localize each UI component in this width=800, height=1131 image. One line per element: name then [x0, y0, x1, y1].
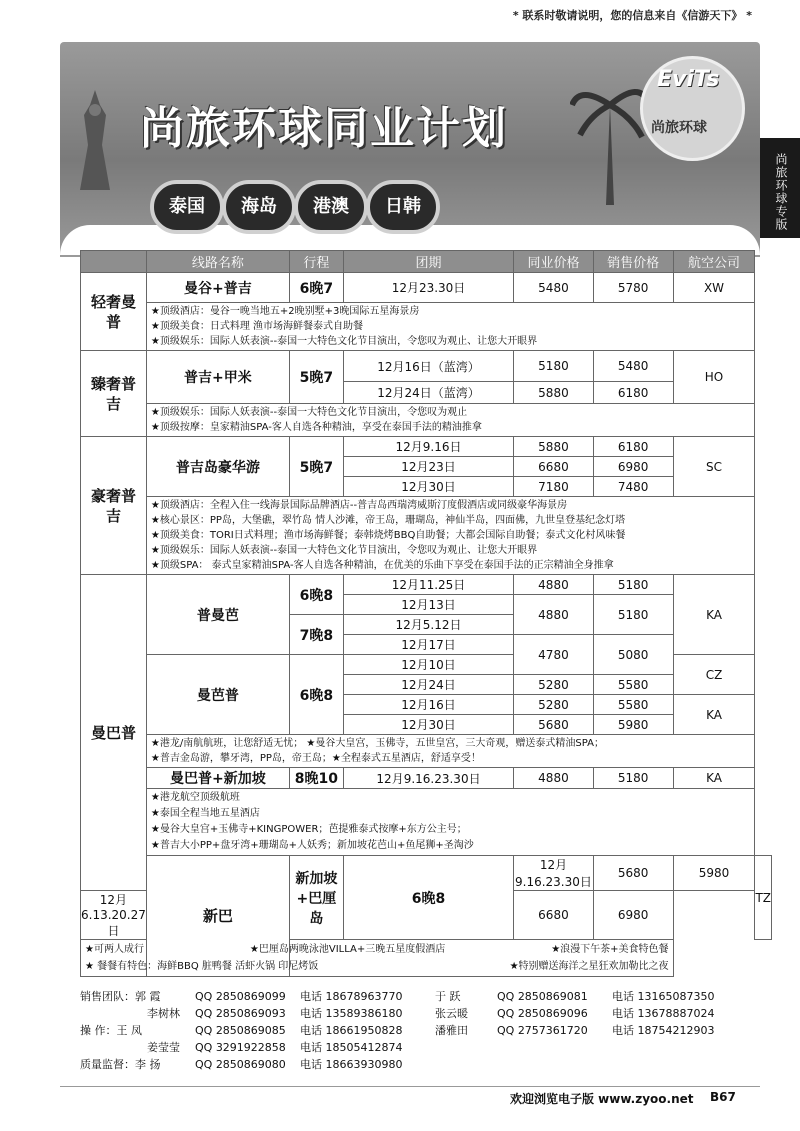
- table-row: [81, 940, 772, 977]
- page-number: B67: [710, 1090, 736, 1104]
- route-name: 普曼芭: [146, 575, 289, 655]
- route-name: 曼谷+普吉: [146, 273, 289, 303]
- departure-date: 12月9.16.23.30日: [514, 856, 593, 891]
- contact-footer: [80, 988, 770, 1073]
- retail-price: 5180: [593, 595, 673, 635]
- retail-price: 6980: [593, 457, 673, 477]
- table-row: [81, 575, 772, 595]
- departure-date: 12月30日: [343, 715, 513, 735]
- category-label: 曼巴普: [81, 575, 147, 891]
- table-row: [81, 789, 772, 856]
- trade-price: 6680: [514, 891, 593, 940]
- airline-code: TZ: [755, 856, 772, 940]
- note-line: ★顶级娱乐：国际人妖表演--泰国一大特色文化节目演出，令您叹为观止: [150, 407, 468, 418]
- note-line: ★顶级按摩：皇家精油SPA-客人自选各种精油，享受在泰国手法的精油推拿: [150, 422, 482, 433]
- category-thailand: 泰国: [150, 180, 224, 234]
- trade-price: 4880: [514, 768, 593, 789]
- retail-price: 5480: [593, 351, 673, 382]
- retail-price: 6180: [593, 437, 673, 457]
- note-line: ★顶级酒店：全程入住一线海景国际品牌酒店--普吉岛西瑞湾威斯汀度假酒店或同级豪华海景房: [150, 500, 568, 511]
- duration: 6晚8: [289, 655, 343, 735]
- retail-price: 5580: [593, 675, 673, 695]
- category-island: 海岛: [222, 180, 296, 234]
- route-name: 普吉岛豪华游: [146, 437, 289, 497]
- airline-code: KA: [673, 575, 755, 655]
- table-row: [81, 437, 772, 457]
- duration: 5晚7: [289, 437, 343, 497]
- contact-row: 操 作：王 凤 QQ 2850869085 电话 18661950828 潘雅田 QQ 2757361720 电话 18754212903: [80, 1024, 715, 1037]
- table-row: [81, 735, 772, 768]
- trade-price: 5880: [514, 382, 593, 404]
- departure-date: 12月30日: [343, 477, 513, 497]
- logo-text: EviTs: [657, 67, 720, 92]
- duration: 6晚7: [289, 273, 343, 303]
- departure-date: 12月9.16日: [343, 437, 513, 457]
- airline-code: KA: [673, 768, 755, 789]
- duration: 6晚8: [343, 856, 513, 940]
- route-name: 新加坡+巴厘岛: [289, 856, 343, 940]
- trade-price: 5480: [514, 273, 593, 303]
- duration: 8晚10: [289, 768, 343, 789]
- note-line: ★顶级娱乐：国际人妖表演--泰国一大特色文化节目演出，令您叹为观止、让您大开眼界: [150, 545, 538, 556]
- route-notes: [146, 404, 755, 437]
- retail-price: 6180: [593, 382, 673, 404]
- departure-date: 12月10日: [343, 655, 513, 675]
- route-name: 普吉+甲米: [146, 351, 289, 404]
- table-header: [81, 251, 772, 273]
- category-label: 新巴: [146, 856, 289, 977]
- airline-code: XW: [673, 273, 755, 303]
- category-hkmacau: 港澳: [294, 180, 368, 234]
- duration: 7晚8: [289, 615, 343, 655]
- trade-price: 5880: [514, 437, 593, 457]
- col-airline: 航空公司: [673, 251, 755, 273]
- retail-price: 5180: [593, 768, 673, 789]
- departure-date: 12月16日（蓝湾）: [343, 351, 513, 382]
- table-row: [81, 273, 772, 303]
- category-japankorea: 日韩: [366, 180, 440, 234]
- side-tab: 尚旅环球专版: [760, 138, 800, 238]
- contact-row: 姜莹莹 QQ 3291922858 电话 18505412874: [147, 1041, 403, 1054]
- note-line: ★顶级SPA： 泰式皇家精油SPA-客人自选各种精油，在优美的乐曲下享受在泰国手法的正宗精油全身推拿: [150, 560, 614, 571]
- retail-price: 7480: [593, 477, 673, 497]
- palm-tree-icon: [570, 75, 650, 205]
- itinerary-table: [80, 250, 772, 977]
- table-row: [81, 768, 772, 789]
- thai-statue-icon: [68, 85, 123, 195]
- route-notes: [146, 735, 755, 768]
- page-title: 尚旅环球同业计划: [140, 103, 508, 154]
- note-line: ★港龙航空顶级航班: [150, 792, 240, 803]
- airline-code: KA: [673, 695, 755, 735]
- trade-price: 4880: [514, 595, 593, 635]
- note-line: ★港龙/南航航班，让您舒适无忧； ★曼谷大皇宫，玉佛寺，五世皇宫，三大奇观，赠送泰式精油SPA；: [150, 738, 604, 749]
- duration: 6晚8: [289, 575, 343, 615]
- retail-price: 5780: [593, 273, 673, 303]
- trade-price: 5180: [514, 351, 593, 382]
- route-notes: [146, 303, 755, 351]
- route-name: 曼巴普+新加坡: [146, 768, 289, 789]
- table-row: [81, 856, 772, 891]
- col-trade-price: 同业价格: [514, 251, 593, 273]
- table-row: [81, 351, 772, 382]
- retail-price: 6980: [593, 891, 673, 940]
- category-label: 轻奢曼普: [81, 273, 147, 351]
- trade-price: 6680: [514, 457, 593, 477]
- departure-date: 12月16日: [343, 695, 513, 715]
- contact-row: 李树林 QQ 2850869093 电话 13589386180 张云暖 QQ 2850869096 电话 13678887024: [147, 1007, 715, 1020]
- route-notes: [81, 940, 674, 977]
- ebook-link[interactable]: 欢迎浏览电子版 www.zyoo.net: [510, 1092, 694, 1106]
- col-route: 线路名称: [146, 251, 289, 273]
- category-label: 臻奢普吉: [81, 351, 147, 437]
- trade-price: 4880: [514, 575, 593, 595]
- note-line: ★泰国全程当地五星酒店: [150, 808, 260, 819]
- departure-date: 12月24日: [343, 675, 513, 695]
- departure-date: 12月9.16.23.30日: [343, 768, 513, 789]
- note-line: ★核心景区：PP岛，大堡礁，翠竹岛 情人沙滩，帝王岛，珊瑚岛，神仙半岛，四面佛，九世皇登基纪念灯塔: [150, 515, 626, 526]
- col-duration: 行程: [289, 251, 343, 273]
- route-notes: [146, 497, 755, 575]
- note-line: ★可两人成行 ★巴厘岛两晚泳池VILLA+三晚五星度假酒店 ★浪漫下午茶+美食特色餐: [85, 944, 669, 955]
- trade-price: 5680: [593, 856, 673, 891]
- trade-price: 4780: [514, 635, 593, 675]
- departure-date: 12月24日（蓝湾）: [343, 382, 513, 404]
- departure-date: 12月13日: [343, 595, 513, 615]
- logo-name: 尚旅环球: [651, 120, 707, 136]
- retail-price: 5980: [593, 715, 673, 735]
- departure-date: 12月23.30日: [343, 273, 513, 303]
- table-row: [81, 303, 772, 351]
- trade-price: 5280: [514, 695, 593, 715]
- col-retail-price: 销售价格: [593, 251, 673, 273]
- note-line: ★普吉金岛游，攀牙湾，PP岛，帝王岛；★全程泰式五星酒店，舒适享受！: [150, 753, 481, 764]
- contact-row: 质量监督：李 扬 QQ 2850869080 电话 18663930980: [80, 1058, 403, 1071]
- route-name: 曼芭普: [146, 655, 289, 735]
- departure-date: 12月6.13.20.27日: [81, 891, 147, 940]
- trade-price: 5280: [514, 675, 593, 695]
- note-line: ★顶级酒店：曼谷一晚当地五+2晚别墅+3晚国际五星海景房: [150, 306, 420, 317]
- note-line: ★顶级娱乐：国际人妖表演--泰国一大特色文化节目演出，令您叹为观止、让您大开眼界: [150, 336, 538, 347]
- departure-date: 12月5.12日: [343, 615, 513, 635]
- table-row: [81, 497, 772, 575]
- duration: 5晚7: [289, 351, 343, 404]
- route-notes: [146, 789, 755, 856]
- note-line: ★普吉大小PP+盘牙湾+珊瑚岛+人妖秀；新加坡花芭山+鱼尾狮+圣淘沙: [150, 840, 474, 851]
- retail-price: 5980: [673, 856, 755, 891]
- airline-code: CZ: [673, 655, 755, 695]
- airline-code: SC: [673, 437, 755, 497]
- departure-date: 12月11.25日: [343, 575, 513, 595]
- trade-price: 5680: [514, 715, 593, 735]
- brand-logo: [640, 56, 745, 161]
- note-line: ★曼谷大皇宫+玉佛寺+KINGPOWER；芭提雅泰式按摩+东方公主号；: [150, 824, 467, 835]
- contact-row: 销售团队：郭 霞 QQ 2850869099 电话 18678963770 于 跃 QQ 2850869081 电话 13165087350: [80, 990, 715, 1003]
- airline-code: HO: [673, 351, 755, 404]
- retail-price: 5080: [593, 635, 673, 675]
- trade-price: 7180: [514, 477, 593, 497]
- note-line: ★顶级美食：TORI日式料理；渔市场海鲜餐；泰韩烧烤BBQ自助餐；大都会国际自助餐；泰式文化村风味餐: [150, 530, 626, 541]
- note-line: ★顶级美食：日式料理 渔市场海鲜餐泰式自助餐: [150, 321, 364, 332]
- retail-price: 5580: [593, 695, 673, 715]
- note-line: ★ 餐餐有特色：海鲜BBQ 脏鸭餐 活虾火锅 印尼烤饭 ★特别赠送海洋之星狂欢加勒比之夜: [85, 961, 669, 972]
- category-label: 豪奢普吉: [81, 437, 147, 575]
- source-note: * 联系时敬请说明，您的信息来自《信游天下》 *: [512, 9, 752, 22]
- departure-date: 12月23日: [343, 457, 513, 477]
- departure-date: 12月17日: [343, 635, 513, 655]
- table-row: [81, 404, 772, 437]
- col-dates: 团期: [343, 251, 513, 273]
- retail-price: 5180: [593, 575, 673, 595]
